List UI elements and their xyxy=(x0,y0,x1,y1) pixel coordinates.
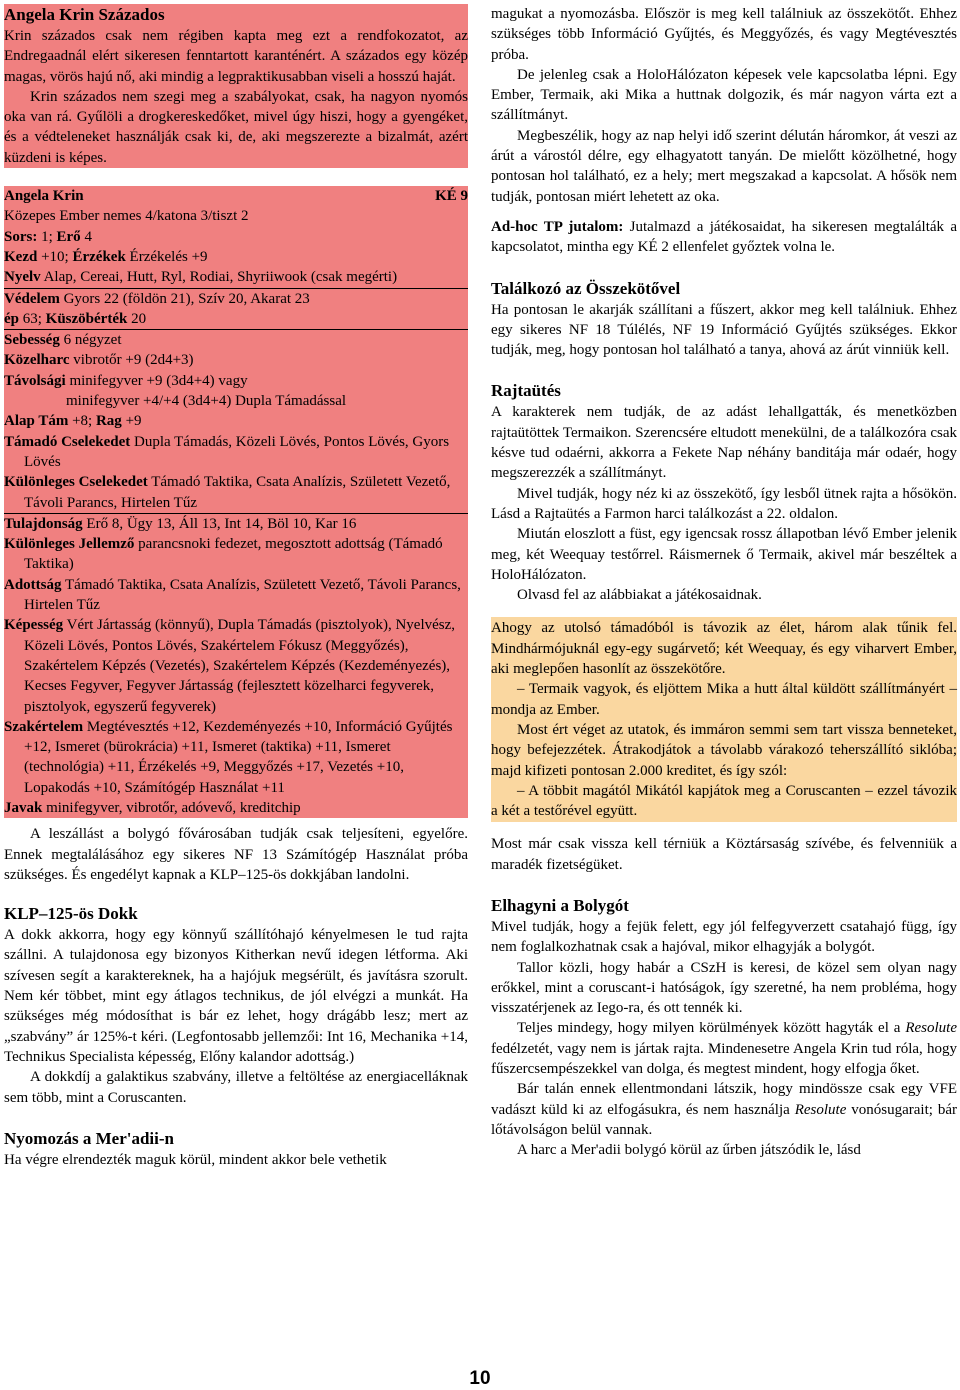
intro-paragraph: Krin százados nem szegi meg a szabályokat, csak, ha nagyon nyomós oka van rá. Gyűlöli a drogkereskedőket, mivel úgy hiszi, hogy a gyengéket, és a védteleneket használják csak ki, de, aki megszerezte a bizalmát, azért küzdeni is képes. xyxy=(4,88,468,166)
section-heading-leaving: Elhagyni a Bolygót xyxy=(491,895,629,915)
leaving-paragraph: Bár talán ennek ellentmondani látszik, hogy mindössze csak egy VFE vadászt küld ki az elfogásukra, és nem használja Resolute vonósugarait; bár lőtávolságon belül vannak. xyxy=(491,1081,957,1138)
read-aloud-box xyxy=(491,617,957,822)
stat-possessions: Javak minifegyver, vibrotőr, adóvevő, kreditchip xyxy=(4,799,301,816)
ambush-paragraph: Miután eloszlott a füst, egy igencsak rossz állapotban lévő Ember jelenik meg, két Weequay testőrrel. Ráismernek ő Termaik, akivel már beszéltek a HoloHálózaton. xyxy=(491,526,957,583)
adhoc-reward: Ad-hoc TP jutalom: Jutalmazd a játékosaidat, ha sikeresen megtalálták a kapcsolatot, mintha egy KÉ 2 ellenfelet győztek volna le. xyxy=(491,218,957,256)
left-column xyxy=(4,4,468,1170)
stat-skills: Szakértelem Megtévesztés +12, Kezdeményezés +10, Információ Gyűjtés +12, Ismeret (bürokrácia) +11, Ismeret (taktika) +11, Ismeret (technológia) +11, Érzékelés +9, Meggyőzés +17, Vezetés +10, Lopakodás +10, Számítógép Használat +11 xyxy=(4,718,453,796)
stat-talents: Adottság Támadó Taktika, Csata Analízis, Született Vezető, Távoli Parancs, Hirtelen Tűz xyxy=(4,576,461,614)
challenge-level: KÉ 9 xyxy=(435,188,468,205)
leaving-paragraph: Mivel tudják, hogy a fejük felett, egy jól felfegyverzett csatahajó függ, így nem foglalkozhatnak csak a hajóval, mikor elhagyják a bolygót. xyxy=(491,918,957,956)
dock-paragraph: A dokk akkorra, hogy egy könnyű szállítóhajó kényelmesen le tud rajta szállni. A tulajdonosa egy bizonyos Kitherkan nevű idegen létforma. Aki szívesen segít a karaktereknek, ha a hajójuk megsérült, és javításra szorult. Nem kér többet, mint egy átlagos technikus, de jól elvégzi a munkát. Ha szükséges még módosíthat is bár ez lehet, hogy drágább lesz; mert az „szabvány” ár 125%-t kéri. (Legfontosabb jellemzői: Int 16, Mechanika +14, Technikus Specialista képesség, Előny kalandor adottság.) xyxy=(4,927,468,1065)
section-heading-ambush: Rajtaütés xyxy=(491,381,561,401)
ambush-paragraph: A karakterek nem tudják, de az adást lehallgatták, és menetközben rajtaütöttek Termaikon. Szerencsére eltudott menekülni, de a találkozóra csak késve tud odaérni, akkorra a Fekete Nap néhány banditája már odaér, hogy megszerezzék a szállítmányt. xyxy=(491,404,957,482)
stat-language-line: Nyelv Alap, Cereai, Hutt, Ryl, Rodiai, Shyriiwook (csak megérti) xyxy=(4,269,398,286)
leaving-paragraph: Tallor közli, hogy habár a CSzH is keresi, de közel sem olyan nagy erőkkel, mint a coruscant-i hatóságok, így szeretné, ha nem probléma, hogy visszatérjenek az Iego-ra, és ott tennék ki. xyxy=(491,959,957,1017)
stat-speed-line: Sebesség 6 négyzet xyxy=(4,329,468,350)
character-intro-box xyxy=(4,4,468,168)
intro-title: Angela Krin Százados xyxy=(4,5,165,24)
leaving-paragraph: Teljes mindegy, hogy milyen körülmények között hagyták el a Resolute fedélzetét, vagy nem is jártak rajta. Mindenesetre Angela Krin tud róla, hogy fűszercsempészekkel van dolga, és megtest mindent, hogy elfogja őket. xyxy=(491,1020,957,1078)
stat-special-actions: Különleges Cselekedet Támadó Taktika, Csata Analízis, Született Vezető, Távoli Parancs, Hirtelen Tűz xyxy=(4,474,451,511)
ambush-paragraph: Mivel tudják, hogy néz ki az összekötő, így lesből ütnek rajta a hősökön. Lásd a Rajtaütés a Farmon harci találkozást a 22. oldalon. xyxy=(491,485,957,522)
investigation-paragraph: Megbeszélik, hogy az nap helyi idő szerint délután háromkor, át veszi az árút a várostól délre, egy elhagyatott tanyán. De mielőtt közölhetné, hogy pontosan hol található, ez a hely; mert megszakad a kapcsolat. A hősök nem tudják, pontosan miért lehetett az oka. xyxy=(491,127,957,205)
stat-name: Angela Krin xyxy=(4,188,84,205)
meeting-paragraph: Ha pontosan le akarják szállítani a fűszert, akkor meg kell találniuk. Ehhez egy sikeres NF 18 Túlélés, NF 19 Információ Gyűjtés szükséges. Ekkor tudják, meg, hogy pontosan hol található a tanya, ahová az árút vinniük kell. xyxy=(491,301,957,359)
stat-ranged-line: Távolsági minifegyver +9 (3d4+4) vagy xyxy=(4,372,248,389)
stat-block xyxy=(4,186,468,818)
dock-paragraph: A dokkdíj a galaktikus szabvány, illetve a feltöltése az energiacelláknak sem több, mint a Coruscanten. xyxy=(4,1069,468,1106)
investigation-paragraph: De jelenleg csak a HoloHálózaton képesek vele kapcsolatba lépni. Egy Ember, Termaik, aki Mika a huttnak dolgozik, és már nagyon várta ezt a szállítmányt. xyxy=(491,66,957,124)
investigation-paragraph: Ha végre elrendezték maguk körül, mindent akkor bele vethetik xyxy=(4,1151,387,1168)
stat-sors-line: Sors: 1; Erő 4 xyxy=(4,228,92,245)
stat-hp-line: ép 63; Küszöbérték 20 xyxy=(4,310,147,327)
read-aloud-paragraph: – Termaik vagyok, és eljöttem Mika a hutt által küldött szállítmányért – mondja az Ember. xyxy=(491,681,957,718)
section-heading-investigation: Nyomozás a Mer'adii-n xyxy=(4,1128,174,1148)
investigation-paragraph: magukat a nyomozásba. Először is meg kell találniuk az összekötőt. Ehhez szükséges több Információ Gyűjtés, és Meggyőzés, és vagy Megtévesztés próba. xyxy=(491,6,957,63)
stat-melee-line: Közelharc vibrotőr +9 (2d4+3) xyxy=(4,352,194,369)
stat-init-line: Kezd +10; Érzékek Érzékelés +9 xyxy=(4,248,208,265)
stat-attack-actions: Támadó Cselekedet Dupla Támadás, Közeli Lövés, Pontos Lövés, Gyors Lövés xyxy=(4,433,450,470)
stat-feats: Képesség Vért Jártasság (könnyű), Dupla Támadás (pisztolyok), Nyelvész, Közeli Lövés, Pontos Lövés, Szakértelem Fókusz (Meggyőzés), Szakértelem Képzés (Vezetés), Szakértelem Képzés (Kezdeményezés), Kecses Fegyver, Fegyver Jártasság (fejlesztett közelharci fegyverek, pisztolyok, egyszerű fegyverek) xyxy=(4,617,456,715)
leaving-paragraph: A harc a Mer'adii bolygó körül az űrben játszódik le, lásd xyxy=(517,1142,861,1159)
intro-paragraph: Krin százados csak nem régiben kapta meg ezt a rendfokozatot, az Endregaadnál elért sikeresen fenntartott karanténért. A százados egy közép magas, vörös hajú nő, aki mindig a legpraktikusabban viseli a hosszú haját. xyxy=(4,28,468,85)
landing-paragraph: A leszállást a bolygó fővárosában tudják csak teljesíteni, egyelőre. Ennek megtalálásához egy sikeres NF 13 Számítógép Használat próba szükséges. És engedélyt kapnak a KLP–125-ös dokkjában landolni. xyxy=(4,826,468,883)
stat-defense-line: Védelem Gyors 22 (földön 21), Szív 20, Akarat 23 xyxy=(4,288,468,309)
stat-class-line: Közepes Ember nemes 4/katona 3/tiszt 2 xyxy=(4,208,249,225)
right-column xyxy=(491,4,957,1161)
section-heading-dock: KLP–125-ös Dokk xyxy=(4,904,138,924)
read-aloud-paragraph: Ahogy az utolsó támadóból is távozik az élet, három alak tűnik fel. Mindhármójuknál egy-egy sugárvető; két Weequay, és egy viharvert Ember, aki meglepően hasonlít az összekötőre. xyxy=(491,620,957,678)
read-aloud-paragraph: – A többit magától Mikától kapjátok meg a Coruscanten – ezzel távozik a két a testőrével együtt. xyxy=(491,782,957,820)
read-aloud-paragraph: Most ért véget az utatok, és immáron semmi sem tart vissza benneteket, hogy befejezzétek. Átrakodjátok a távolabb várakozó teherszállító siklóba; majd kifizeti pontosan 2.000 kreditet, és így szól: xyxy=(491,721,957,779)
return-paragraph: Most már csak vissza kell térniük a Köztársaság szívébe, és felvenniük a maradék fizetségüket. xyxy=(491,836,957,873)
stat-ranged-line-2: minifegyver +4/+4 (3d4+4) Dupla Támadással xyxy=(66,393,347,410)
stat-special-qualities: Különleges Jellemző parancsnoki fedezet, megosztott adottság (Támadó Taktika) xyxy=(4,536,443,573)
stat-abilities: Tulajdonság Erő 8, Ügy 13, Áll 13, Int 14, Böl 10, Kar 16 xyxy=(4,513,468,534)
page-number: 10 xyxy=(469,1368,491,1389)
stat-attack-line: Alap Tám +8; Rag +9 xyxy=(4,413,142,430)
section-heading-meeting: Találkozó az Összekötővel xyxy=(491,278,681,298)
stat-header xyxy=(4,186,468,206)
ambush-paragraph: Olvasd fel az alábbiakat a játékosaidnak. xyxy=(517,587,762,604)
